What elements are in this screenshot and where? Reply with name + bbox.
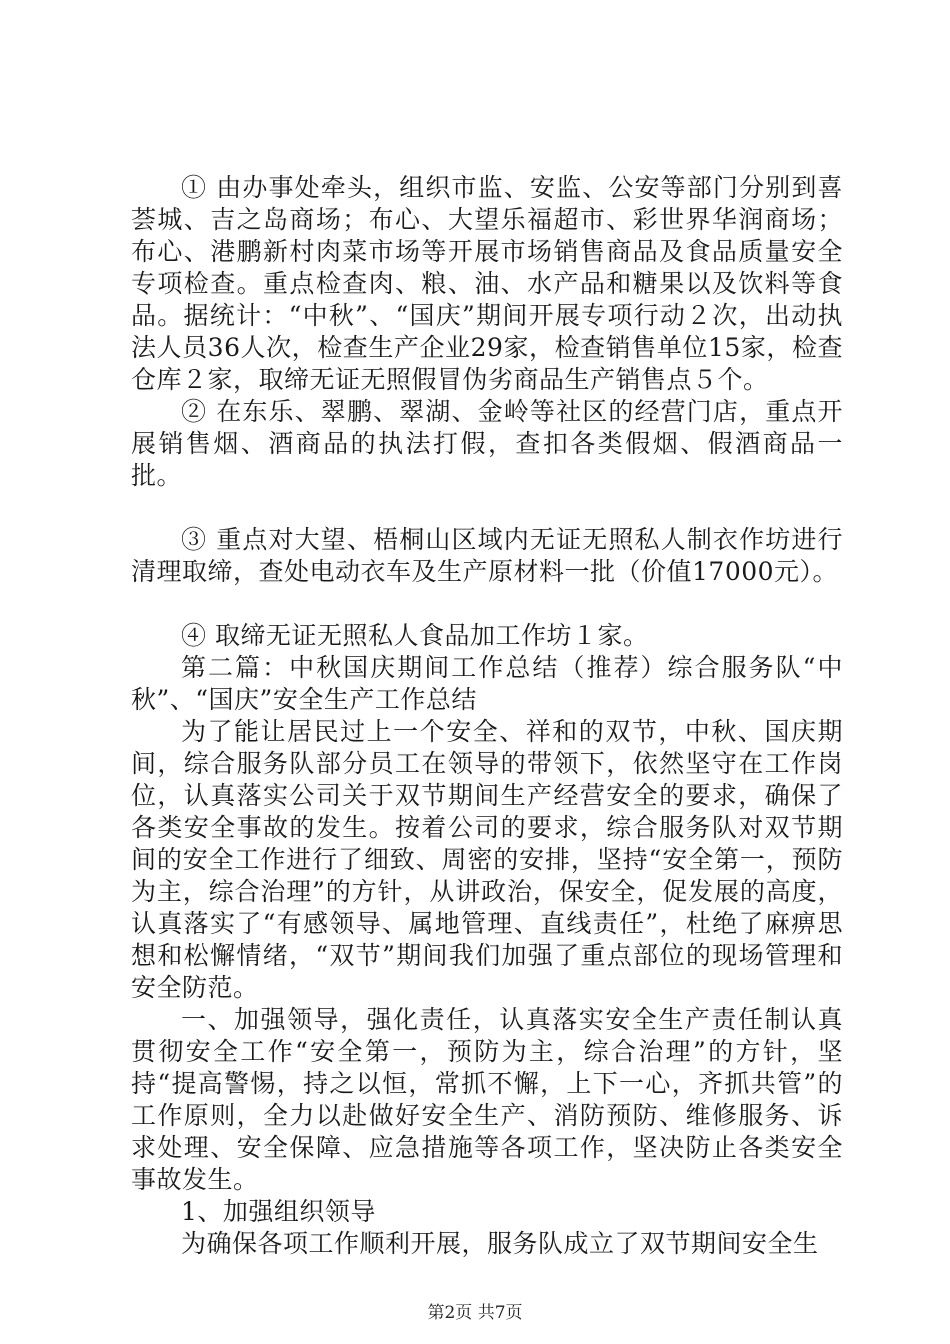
page-footer: 第2页 共7页 xyxy=(427,1303,523,1323)
paragraph-item-4: ④ 取缔无证无照私人食品加工作坊１家。 xyxy=(181,621,649,650)
paragraph-intro: 为了能让居民过上一个安全、祥和的双节，中秋、国庆期间，综合服务队部分员工在领导的带领下，依然坚守在工作岗位，认真落实公司关于双节期间生产经营安全的要求，确保了各类安全事故的发生。按着公司的要求，综合服务队对双节期间的安全工作进行了细致、周密的安排，坚持“安全第一，预防为主，综合治理”的方针，从讲政治，保安全，促发展的高度，认真落实了“有感领导、属地管理、直线责任”，杜绝了麻痹思想和松懈情绪，“双节”期间我们加强了重点部位的现场管理和安全防范。 xyxy=(131,717,843,1002)
paragraph-spacer xyxy=(131,588,843,620)
paragraph-organization: 为确保各项工作顺利开展，服务队成立了双节期间安全生 xyxy=(181,1229,819,1258)
paragraph-item-2: ② 在东乐、翠鹏、翠湖、金岭等社区的经营门店，重点开展销售烟、酒商品的执法打假，查扣各类假烟、假酒商品一批。 xyxy=(131,397,843,490)
document-body xyxy=(131,172,843,1260)
subheading-organization: 1、加强组织领导 xyxy=(181,1197,376,1226)
paragraph-spacer xyxy=(131,492,843,524)
paragraph-item-1: ① 由办事处牵头，组织市监、安监、公安等部门分别到喜荟城、吉之岛商场；布心、大望乐福超市、彩世界华润商场；布心、港鹏新村肉菜市场等开展市场销售商品及食品质量安全专项检查。重点检查肉、粮、油、水产品和糖果以及饮料等食品。据统计：“中秋”、“国庆”期间开展专项行动２次，出动执法人员36人次，检查生产企业29家，检查销售单位15家，检查仓库２家，取缔无证无照假冒伪劣商品生产销售点５个。 xyxy=(131,173,843,394)
section-heading-part-two: 第二篇：中秋国庆期间工作总结（推荐）综合服务队“中秋”、“国庆”安全生产工作总结 xyxy=(131,653,843,714)
paragraph-section-one: 一、加强领导，强化责任，认真落实安全生产责任制认真贯彻安全工作“安全第一，预防为主，综合治理”的方针，坚持“提高警惕，持之以恒，常抓不懈，上下一心，齐抓共管”的工作原则，全力以赴做好安全生产、消防预防、维修服务、诉求处理、安全保障、应急措施等各项工作，坚决防止各类安全事故发生。 xyxy=(131,1005,843,1194)
paragraph-item-3: ③ 重点对大望、梧桐山区域内无证无照私人制衣作坊进行清理取缔，查处电动衣车及生产原材料一批（价值17000元）。 xyxy=(131,525,843,586)
